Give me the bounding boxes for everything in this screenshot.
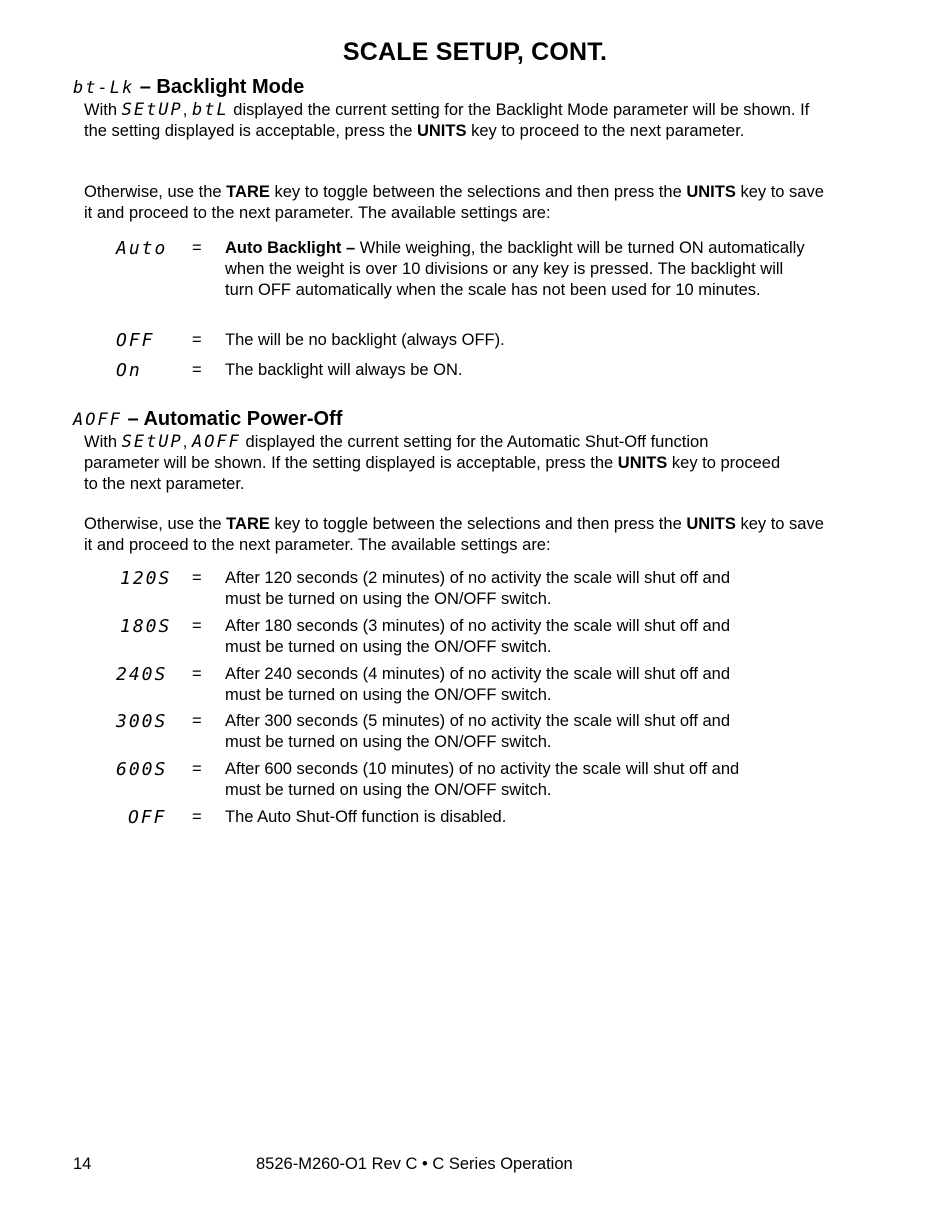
lcd-code: OFF [116, 330, 155, 351]
text: key to toggle between the selections and then press the [274, 183, 682, 201]
lcd-code: btL [191, 100, 229, 120]
key-name: UNITS [686, 183, 736, 201]
text: key to save it and proceed to the next parameter. The available settings are: [84, 183, 824, 222]
equals-sign: = [192, 808, 202, 826]
lcd-code: 300S [116, 711, 168, 732]
auto-off-intro-paragraph [84, 432, 784, 495]
option-description: After 180 seconds (3 minutes) of no activity the scale will shut off and must be turned on using the ON/OFF switch. [225, 617, 731, 656]
page-number: 14 [73, 1155, 92, 1173]
text: key to proceed to the next parameter. [84, 454, 781, 493]
text: displayed the current setting for the Automatic Shut-Off function parameter will be shown. If the setting displayed is acceptable, press the [84, 433, 709, 472]
text: key to toggle between the selections and then press the [274, 515, 682, 533]
lcd-code: 120S [120, 568, 172, 589]
equals-sign: = [192, 665, 202, 683]
option-description: The will be no backlight (always OFF). [225, 331, 505, 349]
section-heading-auto-power-off [73, 408, 342, 431]
text: Otherwise, use the [84, 515, 222, 533]
auto-off-options-paragraph [84, 514, 824, 556]
lcd-code: AOFF [191, 432, 241, 452]
equals-sign: = [192, 712, 202, 730]
text: While weighing, the backlight will be turned ON automatically when the weight is over 10 divisions or any key is pressed. The backlight will turn OFF automatically when the scale has not been used for 10 minutes. [225, 239, 805, 299]
equals-sign: = [192, 331, 202, 349]
backlight-intro-paragraph [84, 100, 814, 142]
key-name: UNITS [416, 122, 467, 140]
option-label: Auto Backlight – [225, 239, 356, 257]
key-name: UNITS [686, 515, 736, 533]
equals-sign: = [192, 569, 202, 587]
option-description: After 300 seconds (5 minutes) of no activity the scale will shut off and must be turned on using the ON/OFF switch. [225, 712, 731, 751]
text: displayed the current setting for the Backlight Mode parameter will be shown. If the setting displayed is acceptable, press the [84, 101, 810, 140]
page-title: SCALE SETUP, CONT. [342, 38, 608, 66]
option-description: After 600 seconds (10 minutes) of no activity the scale will shut off and must be turned on using the ON/OFF switch. [225, 760, 740, 799]
option-description: The backlight will always be ON. [225, 361, 463, 379]
text: With [84, 433, 117, 451]
lcd-code: 240S [116, 664, 168, 685]
text: key to save it and proceed to the next parameter. The available settings are: [84, 515, 824, 554]
key-name: TARE [226, 183, 270, 201]
equals-sign: = [192, 760, 202, 778]
text: , [182, 433, 188, 451]
equals-sign: = [192, 361, 202, 379]
equals-sign: = [192, 239, 202, 257]
option-description: After 240 seconds (4 minutes) of no activity the scale will shut off and must be turned on using the ON/OFF switch. [225, 665, 731, 704]
lcd-code: AOFF [73, 410, 122, 430]
key-name: TARE [226, 515, 270, 533]
equals-sign: = [192, 617, 202, 635]
lcd-code: bt-Lk [73, 78, 135, 98]
text: , [182, 101, 188, 119]
key-name: UNITS [617, 454, 668, 472]
lcd-code: OFF [128, 807, 167, 828]
option-description [225, 238, 815, 301]
text: With [84, 101, 117, 119]
section-heading-backlight [73, 76, 304, 99]
option-description: The Auto Shut-Off function is disabled. [225, 808, 507, 826]
backlight-options-paragraph [84, 182, 824, 224]
lcd-code: SEtUP [121, 100, 183, 120]
lcd-code: On [116, 360, 142, 381]
lcd-code: 180S [120, 616, 172, 637]
lcd-code: 600S [116, 759, 168, 780]
text: key to proceed to the next parameter. [471, 122, 745, 140]
text: Otherwise, use the [84, 183, 222, 201]
document-id: 8526-M260-O1 Rev C • C Series Operation [256, 1155, 573, 1173]
option-description: After 120 seconds (2 minutes) of no activity the scale will shut off and must be turned on using the ON/OFF switch. [225, 569, 731, 608]
heading-text: – Backlight Mode [139, 76, 305, 98]
lcd-code: Auto [116, 238, 168, 259]
lcd-code: SEtUP [121, 432, 183, 452]
heading-text: – Automatic Power-Off [127, 408, 343, 430]
